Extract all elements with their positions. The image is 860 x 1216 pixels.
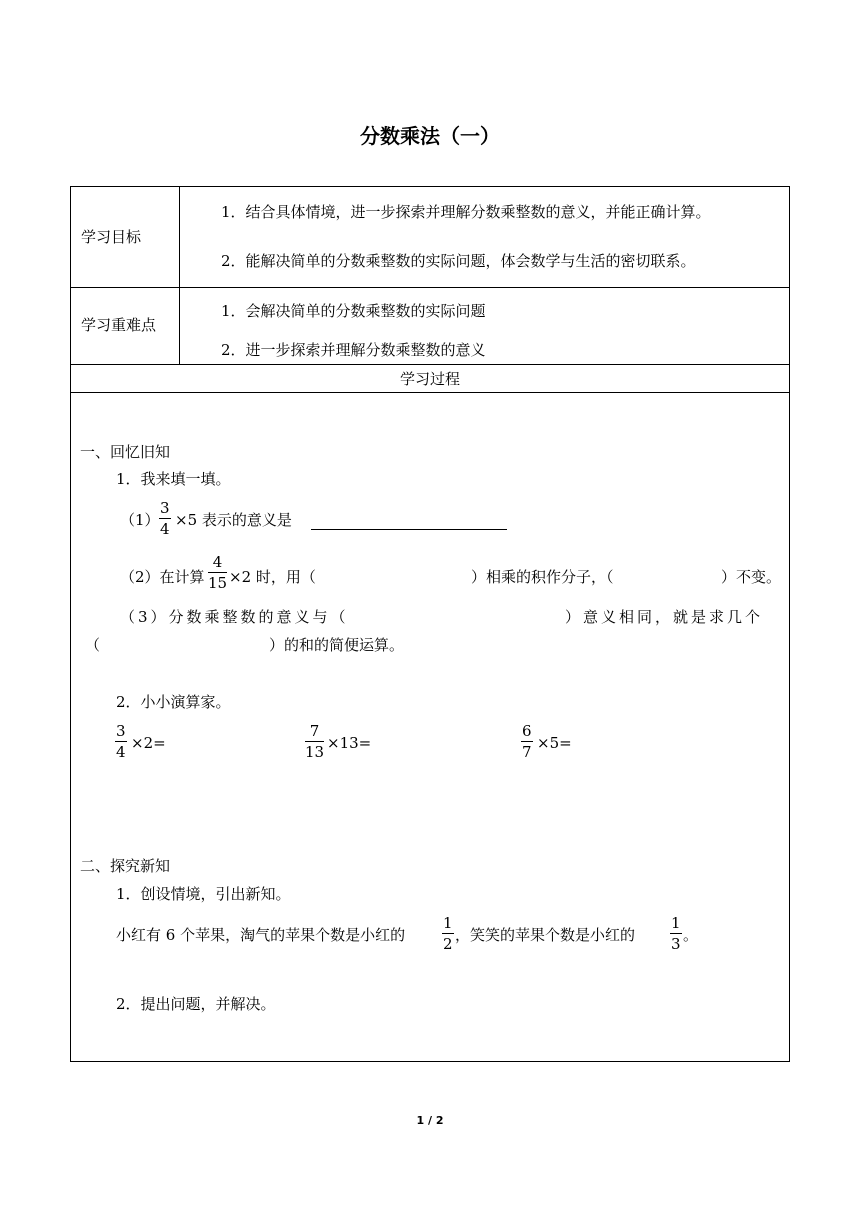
fraction-denominator: 15 (208, 574, 228, 592)
q1a-text: ×5 表示的意义是 (175, 511, 292, 529)
objective-item: 2．能解决简单的分数乘整数的实际问题，体会数学与生活的密切联系。 (221, 252, 696, 270)
fraction-numerator: 1 (443, 914, 453, 932)
fraction-numerator: 3 (160, 499, 170, 517)
fraction-numerator: 6 (522, 722, 532, 740)
story-text: ，笑笑的苹果个数是小红的 (455, 926, 636, 944)
calc-expression: ×2= (131, 734, 166, 752)
q1c-text: ）的和的简便运算。 (269, 636, 405, 654)
answer-blank[interactable] (311, 529, 507, 530)
keypoint-item: 1．会解决简单的分数乘整数的实际问题 (221, 302, 486, 320)
fraction-denominator: 7 (522, 743, 532, 761)
fraction (305, 724, 324, 760)
keypoint-label: 学习重难点 (81, 316, 157, 334)
story-text: 小红有 6 个苹果，淘气的苹果个数是小红的 (116, 926, 406, 944)
keypoint-item: 2．进一步探索并理解分数乘整数的意义 (221, 341, 486, 359)
fraction-numerator: 7 (305, 724, 324, 742)
section1-heading: 一、回忆旧知 (80, 443, 171, 461)
fraction-numerator: 1 (671, 914, 681, 932)
fraction-numerator: 3 (116, 722, 126, 740)
fraction-denominator: 2 (443, 935, 453, 953)
calc-expression: ×5= (537, 734, 572, 752)
fraction (159, 501, 171, 537)
table-column-divider (179, 187, 180, 364)
table-row-divider (71, 287, 789, 288)
q1b-text: ）不变。 (721, 568, 782, 586)
fraction-denominator: 4 (160, 520, 170, 538)
fraction (442, 916, 454, 952)
q1-title: 1．创设情境，引出新知。 (116, 885, 291, 903)
fraction-denominator: 4 (116, 743, 126, 761)
q1c-text: （3）分数乘整数的意义与（ (120, 608, 349, 626)
learning-table (70, 186, 790, 1062)
table-row-divider (71, 364, 789, 365)
table-row-divider (71, 392, 789, 393)
fraction (670, 916, 682, 952)
fraction-numerator: 4 (208, 555, 227, 573)
q1b-text: ）相乘的积作分子，（ (471, 568, 614, 586)
q1c-text: （ (85, 636, 101, 654)
q2-title: 2．提出问题，并解决。 (116, 995, 276, 1013)
q1c-text: ）意义相同，就是求几个 (565, 608, 764, 626)
fraction-denominator: 13 (305, 743, 325, 761)
page-number: 1 / 2 (416, 1114, 444, 1127)
q1b-prefix: （2）在计算 (120, 568, 205, 586)
q1b-text: ×2 时，用（ (229, 568, 316, 586)
process-header: 学习过程 (399, 370, 460, 388)
fraction (521, 724, 533, 760)
story-text: 。 (683, 926, 699, 944)
fraction (208, 555, 227, 591)
q1a-prefix: （1） (120, 511, 160, 529)
section2-heading: 二、探究新知 (80, 857, 171, 875)
page-title: 分数乘法（一） (360, 124, 500, 148)
objective-item: 1．结合具体情境，进一步探索并理解分数乘整数的意义，并能正确计算。 (221, 203, 711, 221)
q1-title: 1．我来填一填。 (116, 470, 231, 488)
objective-label: 学习目标 (81, 228, 142, 246)
q2-title: 2．小小演算家。 (116, 693, 231, 711)
fraction-denominator: 3 (671, 935, 681, 953)
fraction (115, 724, 127, 760)
calc-expression: ×13= (327, 734, 372, 752)
